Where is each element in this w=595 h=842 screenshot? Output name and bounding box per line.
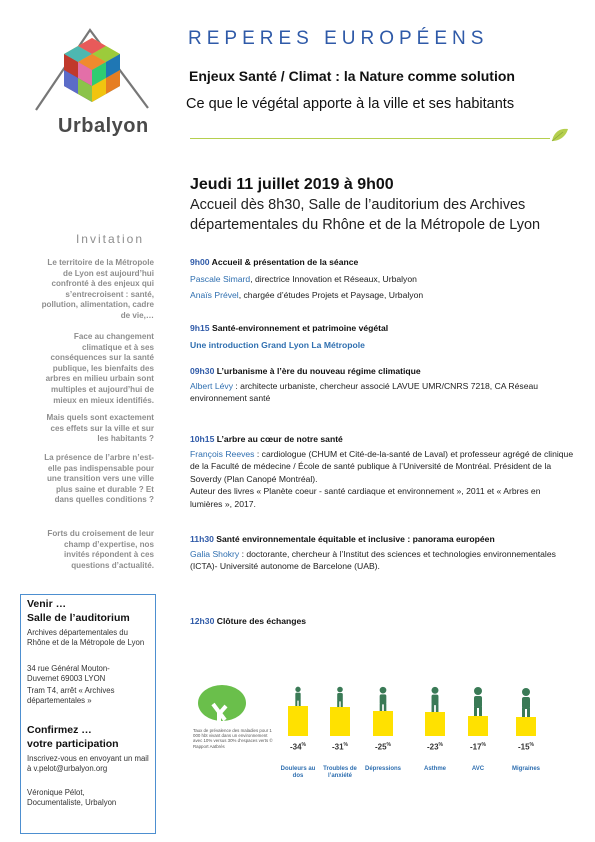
prevalence-percent: -25% <box>374 742 391 752</box>
event-title: Enjeux Santé / Climat : la Nature comme solution <box>189 68 515 84</box>
series-title: REPERES EUROPÉENS <box>188 28 489 49</box>
speaker-role: , directrice Innovation et Réseaux, Urbalyon <box>250 273 417 284</box>
program-item-1015 <box>190 433 574 511</box>
speaker-name: Anaïs Prével <box>190 290 239 301</box>
venue-address-1: Archives départementales du Rhône et de la Métropole de Lyon <box>27 628 145 648</box>
program-title: Santé environnementale équitable et inclusive : panorama européen <box>213 534 495 544</box>
venue-line-1: Accueil dès 8h30, Salle de l’auditorium des Archives <box>190 197 526 213</box>
venue-heading-2: Salle de l’auditorium <box>27 612 130 624</box>
sidebar-paragraph-3: Mais quels sont exactement ces effets sur la ville et sur les habitants ? <box>46 413 154 444</box>
venue-heading: Venir … <box>27 598 67 610</box>
prevalence-percent: -31% <box>331 742 348 752</box>
confirm-heading-2: votre participation <box>27 738 119 750</box>
person-figure-icon <box>363 686 403 736</box>
confirm-heading: Confirmez … <box>27 724 92 736</box>
event-date: Jeudi 11 juillet 2019 à 9h00 <box>190 176 394 193</box>
person-figure-icon <box>415 686 455 736</box>
speaker-name: Pascale Simard <box>190 273 251 284</box>
program-title: Santé-environnement et patrimoine végétal <box>209 323 389 333</box>
prevalence-percent: -23% <box>426 742 443 752</box>
program-title: L’urbanisme à l’ère du nouveau régime climatique <box>214 366 421 376</box>
program-time: 12h30 <box>190 616 215 626</box>
person-figure-icon <box>458 686 498 736</box>
program-item-1130 <box>190 533 570 573</box>
program-time: 9h15 <box>190 323 210 333</box>
person-figure-icon <box>320 686 360 736</box>
person-figure-icon <box>506 686 546 736</box>
speaker-bio: : cardiologue (CHUM et Cité-de-la-santé de Laval) et professeur agrégé de clinique de la Faculté de médecine / École de santé publique à l’Université de Montréal. Président de la Soverdy (Plan Canopé Montréal). <box>190 448 574 484</box>
sidebar-paragraph-5: Forts du croisement de leur champ d’expertise, nos invités répondent à ces questions d’actualité. <box>47 529 154 570</box>
infographic-source-note: Taux de prévalence des maladies pour 1 000 hbt vivant dans un environnement avec 10% versus 30% d’espaces verts © Rapport Aatbrés <box>193 728 273 749</box>
confirm-text: Inscrivez-vous en envoyant un mail à v.pelot@urbalyon.org <box>27 754 149 774</box>
sidebar-paragraph-4: La présence de l’arbre n’est-elle pas indispensable pour une transition vers une ville plus saine et durable ? Et dans quelles conditions ? <box>44 453 154 505</box>
program-time: 09h30 <box>190 366 215 376</box>
event-subtitle: Ce que le végétal apporte à la ville et ses habitants <box>186 96 515 112</box>
logo-wordmark: Urbalyon <box>58 115 149 137</box>
program-time: 9h00 <box>190 257 210 267</box>
speaker-bio: : doctorante, chercheur à l’Institut des sciences et technologies environnementales (ICTA)- Université autonome de Barcelone (UAB). <box>190 548 556 572</box>
condition-label: Troubles de l’anxiété <box>323 766 357 779</box>
speaker-books: Auteur des livres « Planète coeur - santé cardiaque et environnement », 2011 et « Arbres en lumières », 2017. <box>190 486 541 509</box>
leaf-icon <box>551 127 569 143</box>
program-time: 10h15 <box>190 434 215 444</box>
program-title: Clôture des échanges <box>214 616 307 626</box>
prevalence-percent: -15% <box>517 742 534 752</box>
program-title: Accueil & présentation de la séance <box>209 257 359 267</box>
program-item-1230 <box>190 615 570 628</box>
speaker-bio: : architecte urbaniste, chercheur associé LAVUE UMR/CNRS 7218, CA Réseau environnement santé <box>190 380 539 404</box>
sidebar-paragraph-2: Face au changement climatique et à ses conséquences sur la santé publique, les bienfaits des arbres en milieu urbain sont multiples et aujourd’hui de mieux en mieux identifiés. <box>45 332 154 405</box>
person-figure-icon <box>278 686 318 736</box>
program-item-0915 <box>190 322 570 351</box>
speaker-name: François Reeves <box>190 448 255 459</box>
program-item-0930 <box>190 365 570 405</box>
speaker-role: , chargée d’études Projets et Paysage, Urbalyon <box>238 290 424 301</box>
tree-icon <box>196 684 248 734</box>
condition-label: Migraines <box>511 766 540 772</box>
venue-transport: Tram T4, arrêt « Archives départementales » <box>27 686 115 706</box>
speaker-name: Albert Lévy <box>190 380 233 391</box>
prevalence-percent: -17% <box>469 742 486 752</box>
program-title: L’arbre au cœur de notre santé <box>214 434 343 444</box>
condition-label: Asthme <box>423 766 446 772</box>
contact-person: Véronique Pélot, Documentaliste, Urbalyon <box>27 788 117 808</box>
condition-label: AVC <box>471 766 485 772</box>
invitation-heading: Invitation <box>75 232 144 246</box>
venue-address-2: 34 rue Général Mouton-Duvernet 69003 LYON <box>27 664 110 684</box>
program-item-0900 <box>190 256 570 302</box>
program-highlight: Une introduction Grand Lyon La Métropole <box>190 339 365 350</box>
venue-line-2: départementales du Rhône et de la Métropole de Lyon <box>190 217 541 233</box>
sidebar-paragraph-1: Le territoire de la Métropole de Lyon est aujourd’hui confronté à des enjeux qui s’entrecroisent : santé, pollution, alimentation, cadre de vie,… <box>41 258 154 320</box>
header-divider <box>190 138 550 139</box>
condition-label: Douleurs au dos <box>280 766 316 779</box>
program-heading <box>190 256 570 269</box>
prevalence-percent: -34% <box>289 742 306 752</box>
condition-label: Dépressions <box>364 766 401 772</box>
speaker-name: Galia Shokry <box>190 548 240 559</box>
program-time: 11h30 <box>190 534 214 544</box>
